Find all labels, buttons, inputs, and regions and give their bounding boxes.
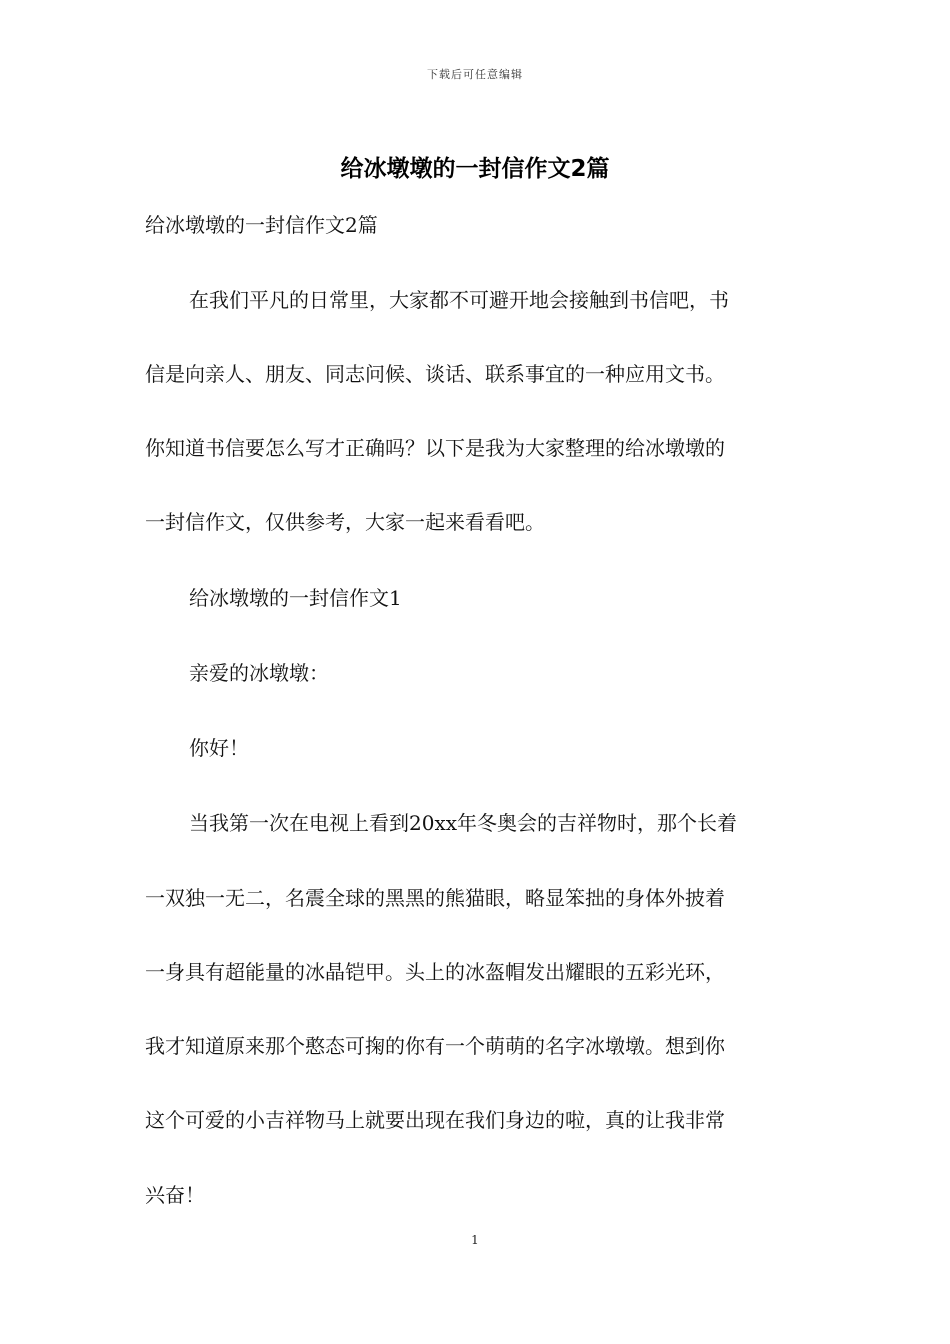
document-title: 给冰墩墩的一封信作文2篇 <box>340 156 610 182</box>
body-line: 我才知道原来那个憨态可掬的你有一个萌萌的名字冰墩墩。想到你 <box>145 1034 725 1058</box>
body-line: 兴奋！ <box>145 1183 205 1207</box>
body-line: 当我第一次在电视上看到20xx年冬奥会的吉祥物时，那个长着 <box>189 811 738 835</box>
body-line: 一双独一无二，名震全球的黑黑的熊猫眼，略显笨拙的身体外披着 <box>145 886 725 910</box>
page-number: 1 <box>471 1233 479 1247</box>
letter-greeting: 你好！ <box>189 736 249 760</box>
intro-line: 你知道书信要怎么写才正确吗？以下是我为大家整理的给冰墩墩的 <box>145 436 725 460</box>
intro-line: 一封信作文，仅供参考，大家一起来看看吧。 <box>145 510 545 534</box>
intro-line: 信是向亲人、朋友、同志问候、谈话、联系事宜的一种应用文书。 <box>145 362 725 386</box>
page-header-note: 下载后可任意编辑 <box>427 68 523 81</box>
document-subtitle: 给冰墩墩的一封信作文2篇 <box>145 213 378 237</box>
letter-heading: 给冰墩墩的一封信作文1 <box>189 586 402 610</box>
body-line: 一身具有超能量的冰晶铠甲。头上的冰盔帽发出耀眼的五彩光环， <box>145 960 725 984</box>
body-line: 这个可爱的小吉祥物马上就要出现在我们身边的啦，真的让我非常 <box>145 1108 725 1132</box>
letter-salutation: 亲爱的冰墩墩： <box>189 661 329 685</box>
intro-line: 在我们平凡的日常里，大家都不可避开地会接触到书信吧，书 <box>189 288 729 312</box>
